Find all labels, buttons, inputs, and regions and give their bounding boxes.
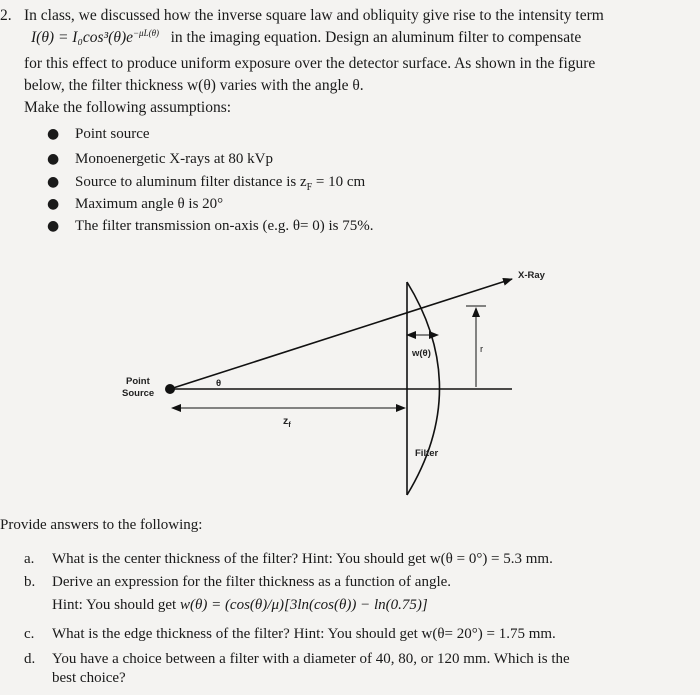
- bullet-icon: ●: [47, 174, 60, 190]
- answer-b: b. Derive an expression for the filter thickness as a function of angle.: [24, 574, 452, 590]
- thickness-equation: w(θ) = (cos(θ)/μ)[3ln(cos(θ)) − ln(0.75)]: [179, 597, 428, 613]
- intensity-equation: I(θ) = I₀cos³(θ)e: [31, 29, 133, 46]
- xray-ray: [170, 279, 512, 389]
- bullet-icon: ●: [47, 151, 60, 167]
- bullet-icon: ●: [47, 218, 60, 234]
- filter-diagram: [0, 250, 700, 510]
- answer-b-hint: Hint: You should get w(θ) = (cos(θ)/μ)[3ln(cos(θ)) − ln(0.75)]: [52, 597, 428, 613]
- intro-line-4: below, the filter thickness w(θ) varies with the angle θ.: [24, 77, 364, 94]
- answers-title: Provide answers to the following:: [0, 517, 203, 533]
- intro-line-2-text: in the imaging equation. Design an aluminum filter to compensate: [170, 29, 582, 46]
- assumption-item: ● Point source: [47, 126, 150, 142]
- assumption-item: ● The filter transmission on-axis (e.g. θ= 0) is 75%.: [47, 218, 374, 234]
- theta-label: θ: [216, 378, 222, 389]
- zf-label: $z_f$: [283, 415, 291, 429]
- assumption-item: ● Maximum angle θ is 20°: [47, 196, 224, 212]
- intro-line-3: for this effect to produce uniform exposure over the detector surface. As shown in the figure: [24, 55, 596, 72]
- intro-line-2: [31, 28, 581, 48]
- bullet-icon: ●: [47, 126, 60, 142]
- point-label-1: Point: [126, 376, 150, 387]
- intro-line-1: In class, we discussed how the inverse square law and obliquity give rise to the intensity term: [24, 7, 604, 24]
- point-source-dot: [165, 384, 175, 394]
- answer-d-cont: best choice?: [52, 670, 126, 686]
- answer-c: c. What is the edge thickness of the filter? Hint: You should get w(θ= 20°) = 1.75 mm.: [24, 626, 556, 642]
- problem-number: 2.: [0, 7, 12, 24]
- assumption-item: ● Source to aluminum filter distance is $z_F = 10$ cm: [47, 174, 366, 193]
- intensity-exponent: −μL(θ): [132, 28, 159, 38]
- radius-label: r: [480, 344, 484, 355]
- filter-label: Filter: [415, 448, 439, 459]
- answer-a: a. What is the center thickness of the filter? Hint: You should get w(θ = 0°) = 5.3 mm.: [24, 551, 553, 567]
- w-theta-label: w(θ): [412, 348, 431, 359]
- point-label-2: Source: [122, 388, 155, 399]
- answer-d: d. You have a choice between a filter with a diameter of 40, 80, or 120 mm. Which is the: [24, 651, 570, 667]
- assumption-item: ● Monoenergetic X-rays at 80 kVp: [47, 151, 274, 167]
- xray-label: X-Ray: [518, 270, 545, 281]
- bullet-icon: ●: [47, 196, 60, 212]
- assumptions-title: Make the following assumptions:: [24, 99, 232, 116]
